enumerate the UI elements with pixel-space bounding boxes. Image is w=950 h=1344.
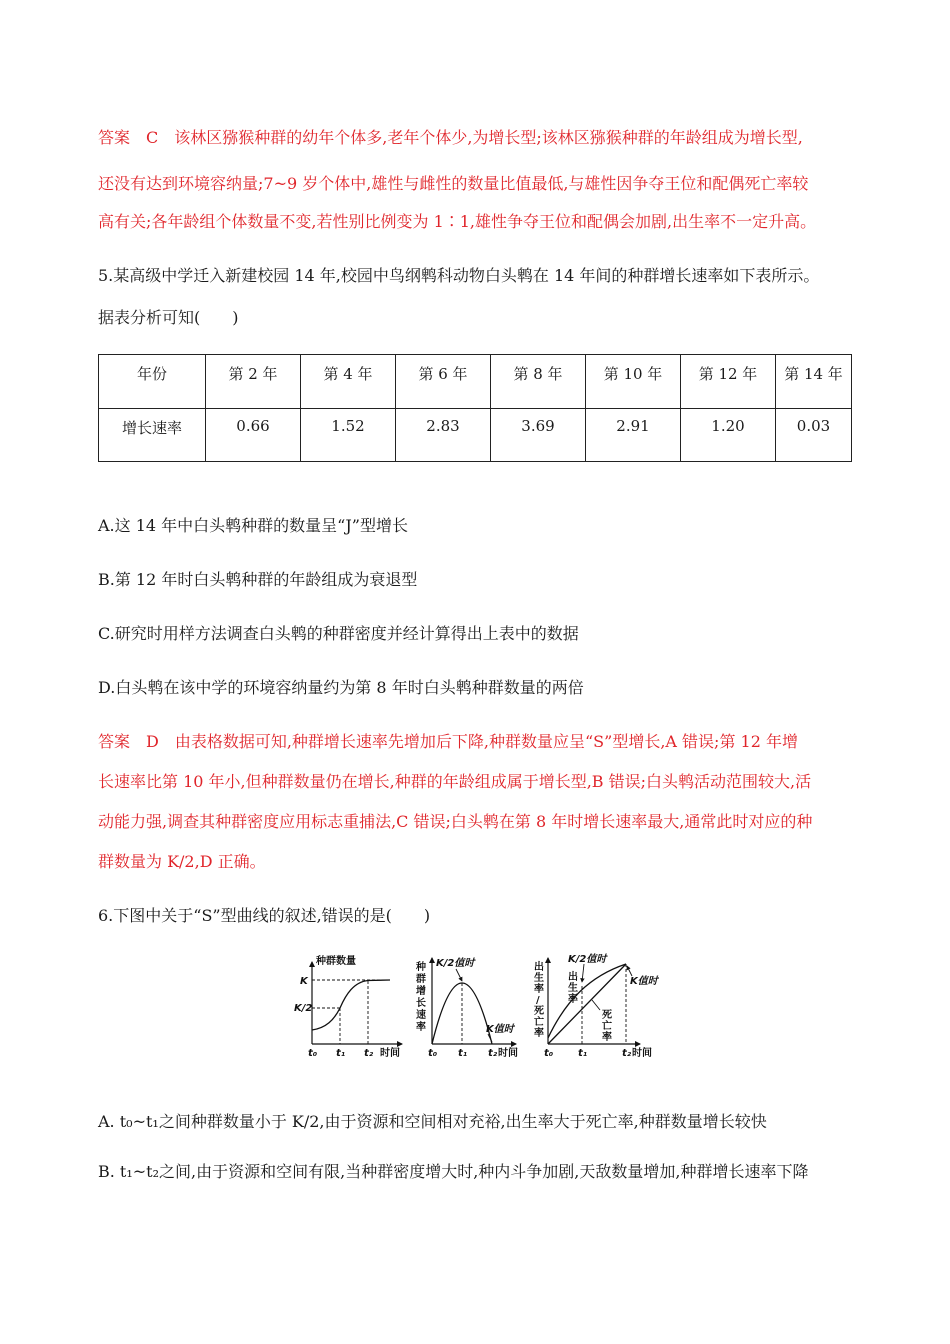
g3-k2-arrow — [582, 964, 584, 982]
table-header-cell: 第 12 年 — [681, 355, 776, 409]
q6-option-a: A. t₀~t₁之间种群数量小于 K/2,由于资源和空间相对充裕,出生率大于死亡率,种群数量增长较快 — [98, 1112, 767, 1131]
g3-k2-time-label: K/2值时 — [568, 954, 607, 965]
q5-option-a: A.这 14 年中白头鹎种群的数量呈“J”型增长 — [98, 516, 408, 535]
g3-y-label-char: 死 — [534, 1006, 544, 1017]
g3-y-label-char: 率 — [534, 984, 544, 995]
g1-t0-label: t₀ — [308, 1048, 318, 1059]
growth-rate-graph — [415, 957, 518, 1059]
g3-t0-label: t₀ — [544, 1048, 554, 1059]
q5-answer-line4: 群数量为 K/2,D 正确。 — [98, 852, 266, 871]
g3-death-rate-line — [548, 964, 626, 1044]
q5-option-d: D.白头鹎在该中学的环境容纳量约为第 8 年时白头鹎种群数量的两倍 — [98, 678, 584, 697]
table-header-cell: 第 6 年 — [396, 355, 491, 409]
growth-rate-table — [98, 354, 852, 462]
q5-stem-line1: 5.某高级中学迁入新建校园 14 年,校园中鸟纲鹎科动物白头鹎在 14 年间的种群增长速率如下表所示。 — [98, 266, 820, 285]
g1-k-label: K — [300, 976, 308, 987]
answer4-line1: 答案 C 该林区猕猴种群的幼年个体多,老年个体少,为增长型;该林区猕猴种群的年龄组成为增长型, — [98, 128, 803, 147]
answer4-line2: 还没有达到环境容纳量;7~9 岁个体中,雄性与雌性的数量比值最低,与雄性因争夺王位和配偶死亡率较 — [98, 174, 809, 193]
g3-y-label-char: 生 — [534, 973, 544, 984]
g2-time-label: 时间 — [498, 1048, 518, 1059]
table-header-cell: 第 10 年 — [586, 355, 681, 409]
answer4-line3: 高有关;各年龄组个体数量不变,若性别比例变为 1∶1,雄性争夺王位和配偶会加剧,出生率不一定升高。 — [98, 212, 817, 231]
g3-time-label: 时间 — [632, 1048, 652, 1059]
g2-y-label-char: 种 — [416, 962, 426, 973]
q5-answer-line3: 动能力强,调查其种群密度应用标志重捕法,C 错误;白头鹎在第 8 年时增长速率最大,通常此时对应的种 — [98, 812, 813, 831]
table-cell: 3.69 — [491, 408, 586, 462]
q5-stem-line2: 据表分析可知( ) — [98, 308, 239, 327]
g2-y-label-char: 率 — [416, 1022, 426, 1033]
g3-y-label-char: 率 — [534, 1028, 544, 1039]
q5-option-c: C.研究时用样方法调查白头鹎的种群密度并经计算得出上表中的数据 — [98, 624, 579, 643]
g3-k-arrow — [627, 966, 632, 976]
q6-stem: 6.下图中关于“S”型曲线的叙述,错误的是( ) — [98, 906, 431, 925]
table-header-row — [99, 355, 852, 409]
table-header-cell: 年份 — [99, 355, 206, 409]
g1-k2-label: K/2 — [294, 1003, 313, 1014]
g3-y-label-char: 亡 — [534, 1017, 544, 1028]
g3-birth-label-char: 生 — [568, 983, 578, 994]
table-cell: 1.52 — [301, 408, 396, 462]
g3-y-label-char: / — [536, 995, 540, 1006]
g2-y-label-char: 长 — [416, 998, 426, 1009]
g1-time-label: 时间 — [380, 1048, 400, 1059]
table-header-cell: 第 2 年 — [206, 355, 301, 409]
q5-option-b: B.第 12 年时白头鹎种群的年龄组成为衰退型 — [98, 570, 418, 589]
g1-y-label: 种群数量 — [316, 956, 356, 967]
s-curve-figure — [290, 950, 670, 1062]
g2-k2-arrow — [456, 969, 462, 981]
g2-t2-label: t₂ — [488, 1048, 498, 1059]
table-cell: 增长速率 — [99, 408, 206, 462]
g1-s-curve — [312, 980, 390, 1030]
population-size-graph — [294, 954, 402, 1059]
g3-birth-label-char: 出 — [568, 972, 578, 983]
g2-y-label-char: 增 — [416, 986, 426, 997]
g3-t1-label: t₁ — [578, 1048, 588, 1059]
g1-t2-label: t₂ — [364, 1048, 374, 1059]
table-cell: 2.83 — [396, 408, 491, 462]
g2-y-label-char: 群 — [416, 974, 426, 985]
table-cell: 1.20 — [681, 408, 776, 462]
birth-death-rate-graph — [534, 953, 660, 1059]
g3-death-label-char: 亡 — [602, 1021, 612, 1032]
q5-answer-line2: 长速率比第 10 年小,但种群数量仍在增长,种群的年龄组成属于增长型,B 错误;白头鹎活动范围较大,活 — [98, 772, 812, 791]
q5-answer-line1: 答案 D 由表格数据可知,种群增长速率先增加后下降,种群数量应呈“S”型增长,A 错误;第 12 年增 — [98, 732, 798, 751]
g3-t2-label: t₂ — [622, 1048, 632, 1059]
g2-t0-label: t₀ — [428, 1048, 438, 1059]
g3-y-label-char: 出 — [534, 962, 544, 973]
g3-death-label-char: 率 — [602, 1032, 612, 1043]
g2-k-time-label: K值时 — [486, 1024, 514, 1035]
g2-t1-label: t₁ — [458, 1048, 468, 1059]
table-cell: 0.66 — [206, 408, 301, 462]
table-cell: 0.03 — [776, 408, 852, 462]
g1-t1-label: t₁ — [336, 1048, 346, 1059]
g2-k2-time-label: K/2值时 — [436, 958, 475, 969]
table-header-cell: 第 4 年 — [301, 355, 396, 409]
table-header-cell: 第 14 年 — [776, 355, 852, 409]
g3-k-time-label: K值时 — [630, 976, 658, 987]
table-header-cell: 第 8 年 — [491, 355, 586, 409]
g3-death-label-char: 死 — [602, 1010, 612, 1021]
g3-birth-label-char: 率 — [568, 994, 578, 1005]
g2-y-label-char: 速 — [416, 1010, 426, 1021]
table-row — [99, 408, 852, 462]
g3-death-pointer — [592, 1000, 600, 1010]
q6-option-b: B. t₁~t₂之间,由于资源和空间有限,当种群密度增大时,种内斗争加剧,天敌数量增加,种群增长速率下降 — [98, 1162, 809, 1181]
table-cell: 2.91 — [586, 408, 681, 462]
